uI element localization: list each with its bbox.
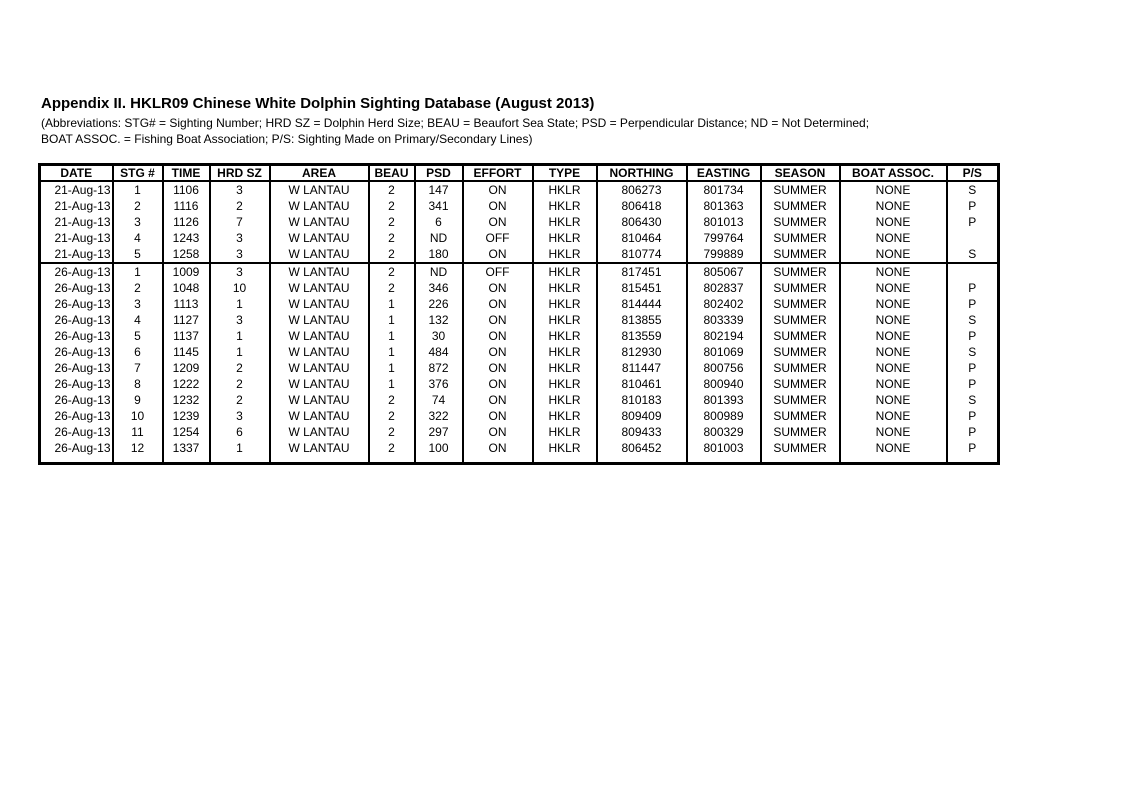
cell-herd-size: 3 [210, 246, 270, 263]
cell-northing: 806430 [597, 214, 687, 230]
cell-herd-size: 1 [210, 344, 270, 360]
cell-type: HKLR [533, 263, 597, 280]
cell-effort: ON [463, 424, 533, 440]
cell-northing: 810183 [597, 392, 687, 408]
cell-easting: 801069 [687, 344, 761, 360]
cell-stg: 4 [113, 230, 163, 246]
cell-time: 1337 [163, 440, 210, 456]
abbreviations-line-1: (Abbreviations: STG# = Sighting Number; HRD SZ = Dolphin Herd Size; BEAU = Beaufort Sea State; PSD = Perpendicular Distance; ND = Not Determined; [41, 116, 870, 130]
cell-season: SUMMER [761, 263, 840, 280]
cell-date: 26-Aug-13 [40, 296, 113, 312]
cell-area: W LANTAU [270, 230, 369, 246]
cell-northing: 810461 [597, 376, 687, 392]
cell-stg: 3 [113, 296, 163, 312]
cell-date: 26-Aug-13 [40, 280, 113, 296]
cell-psd: 341 [415, 198, 463, 214]
cell-season: SUMMER [761, 230, 840, 246]
cell-date: 26-Aug-13 [40, 392, 113, 408]
header-ps: P/S [947, 165, 999, 182]
cell-season: SUMMER [761, 408, 840, 424]
cell-season: SUMMER [761, 198, 840, 214]
cell-effort: ON [463, 392, 533, 408]
cell-stg: 4 [113, 312, 163, 328]
spacer-cell [947, 456, 999, 464]
cell-herd-size: 2 [210, 376, 270, 392]
header-herd-size: HRD SZ [210, 165, 270, 182]
header-effort: EFFORT [463, 165, 533, 182]
cell-season: SUMMER [761, 214, 840, 230]
cell-season: SUMMER [761, 246, 840, 263]
cell-beau: 1 [369, 344, 415, 360]
sighting-table [38, 163, 1000, 465]
cell-boat-assoc: NONE [840, 230, 947, 246]
header-stg: STG # [113, 165, 163, 182]
cell-area: W LANTAU [270, 376, 369, 392]
cell-date: 26-Aug-13 [40, 328, 113, 344]
spacer-cell [761, 456, 840, 464]
cell-beau: 1 [369, 328, 415, 344]
header-type: TYPE [533, 165, 597, 182]
cell-area: W LANTAU [270, 280, 369, 296]
cell-area: W LANTAU [270, 181, 369, 198]
cell-boat-assoc: NONE [840, 198, 947, 214]
cell-area: W LANTAU [270, 440, 369, 456]
cell-boat-assoc: NONE [840, 181, 947, 198]
cell-ps: P [947, 296, 999, 312]
cell-effort: ON [463, 246, 533, 263]
cell-type: HKLR [533, 312, 597, 328]
cell-date: 21-Aug-13 [40, 246, 113, 263]
cell-northing: 810774 [597, 246, 687, 263]
cell-stg: 1 [113, 181, 163, 198]
cell-stg: 9 [113, 392, 163, 408]
cell-area: W LANTAU [270, 198, 369, 214]
cell-effort: ON [463, 181, 533, 198]
cell-type: HKLR [533, 344, 597, 360]
cell-date: 26-Aug-13 [40, 408, 113, 424]
cell-psd: ND [415, 230, 463, 246]
cell-stg: 7 [113, 360, 163, 376]
cell-stg: 2 [113, 280, 163, 296]
cell-boat-assoc: NONE [840, 312, 947, 328]
cell-season: SUMMER [761, 296, 840, 312]
cell-type: HKLR [533, 328, 597, 344]
cell-time: 1048 [163, 280, 210, 296]
cell-northing: 813559 [597, 328, 687, 344]
cell-herd-size: 7 [210, 214, 270, 230]
cell-type: HKLR [533, 198, 597, 214]
cell-herd-size: 2 [210, 392, 270, 408]
table-row [40, 376, 999, 392]
cell-beau: 2 [369, 198, 415, 214]
cell-ps [947, 263, 999, 280]
header-boat-assoc: BOAT ASSOC. [840, 165, 947, 182]
cell-area: W LANTAU [270, 246, 369, 263]
cell-time: 1145 [163, 344, 210, 360]
cell-time: 1209 [163, 360, 210, 376]
cell-date: 21-Aug-13 [40, 198, 113, 214]
cell-ps: P [947, 280, 999, 296]
cell-ps: P [947, 198, 999, 214]
cell-psd: 322 [415, 408, 463, 424]
cell-season: SUMMER [761, 440, 840, 456]
cell-easting: 803339 [687, 312, 761, 328]
cell-herd-size: 3 [210, 230, 270, 246]
cell-date: 26-Aug-13 [40, 344, 113, 360]
cell-season: SUMMER [761, 181, 840, 198]
cell-time: 1243 [163, 230, 210, 246]
cell-effort: ON [463, 360, 533, 376]
cell-herd-size: 3 [210, 181, 270, 198]
cell-season: SUMMER [761, 344, 840, 360]
abbreviations-line-2: BOAT ASSOC. = Fishing Boat Association; P/S: Sighting Made on Primary/Secondary Lines) [41, 132, 533, 146]
cell-area: W LANTAU [270, 360, 369, 376]
table-row [40, 280, 999, 296]
table-row [40, 246, 999, 263]
cell-beau: 1 [369, 376, 415, 392]
table-row [40, 181, 999, 198]
table-row [40, 360, 999, 376]
cell-date: 26-Aug-13 [40, 360, 113, 376]
table-row [40, 263, 999, 280]
cell-ps [947, 230, 999, 246]
cell-beau: 2 [369, 246, 415, 263]
cell-season: SUMMER [761, 376, 840, 392]
cell-herd-size: 2 [210, 360, 270, 376]
cell-ps: P [947, 376, 999, 392]
table-row [40, 424, 999, 440]
table-row [40, 214, 999, 230]
cell-type: HKLR [533, 360, 597, 376]
header-beau: BEAU [369, 165, 415, 182]
cell-ps: S [947, 392, 999, 408]
cell-boat-assoc: NONE [840, 214, 947, 230]
cell-time: 1009 [163, 263, 210, 280]
cell-area: W LANTAU [270, 214, 369, 230]
cell-date: 21-Aug-13 [40, 214, 113, 230]
cell-beau: 1 [369, 360, 415, 376]
table-row [40, 440, 999, 456]
cell-season: SUMMER [761, 312, 840, 328]
cell-herd-size: 3 [210, 408, 270, 424]
cell-beau: 2 [369, 214, 415, 230]
cell-date: 21-Aug-13 [40, 181, 113, 198]
cell-boat-assoc: NONE [840, 246, 947, 263]
cell-herd-size: 6 [210, 424, 270, 440]
cell-date: 26-Aug-13 [40, 312, 113, 328]
cell-ps: S [947, 312, 999, 328]
cell-type: HKLR [533, 376, 597, 392]
cell-boat-assoc: NONE [840, 344, 947, 360]
cell-boat-assoc: NONE [840, 360, 947, 376]
cell-easting: 800756 [687, 360, 761, 376]
cell-stg: 3 [113, 214, 163, 230]
cell-time: 1106 [163, 181, 210, 198]
cell-psd: 376 [415, 376, 463, 392]
cell-effort: ON [463, 296, 533, 312]
cell-easting: 800329 [687, 424, 761, 440]
cell-easting: 802194 [687, 328, 761, 344]
cell-area: W LANTAU [270, 424, 369, 440]
cell-northing: 811447 [597, 360, 687, 376]
cell-season: SUMMER [761, 424, 840, 440]
header-easting: EASTING [687, 165, 761, 182]
cell-ps: P [947, 408, 999, 424]
cell-boat-assoc: NONE [840, 440, 947, 456]
cell-boat-assoc: NONE [840, 328, 947, 344]
cell-date: 26-Aug-13 [40, 424, 113, 440]
spacer-cell [163, 456, 210, 464]
cell-beau: 2 [369, 230, 415, 246]
cell-area: W LANTAU [270, 263, 369, 280]
cell-type: HKLR [533, 214, 597, 230]
cell-boat-assoc: NONE [840, 376, 947, 392]
cell-effort: ON [463, 214, 533, 230]
cell-easting: 801003 [687, 440, 761, 456]
table-row [40, 312, 999, 328]
spacer-cell [687, 456, 761, 464]
cell-northing: 810464 [597, 230, 687, 246]
cell-ps: P [947, 214, 999, 230]
cell-northing: 812930 [597, 344, 687, 360]
spacer-cell [369, 456, 415, 464]
table-row [40, 344, 999, 360]
table-header-row [40, 165, 999, 182]
cell-easting: 802402 [687, 296, 761, 312]
cell-type: HKLR [533, 246, 597, 263]
cell-herd-size: 3 [210, 312, 270, 328]
cell-type: HKLR [533, 440, 597, 456]
cell-northing: 814444 [597, 296, 687, 312]
cell-time: 1116 [163, 198, 210, 214]
cell-type: HKLR [533, 424, 597, 440]
table-bottom-spacer [40, 456, 999, 464]
cell-effort: ON [463, 198, 533, 214]
cell-effort: OFF [463, 263, 533, 280]
cell-psd: 180 [415, 246, 463, 263]
cell-area: W LANTAU [270, 328, 369, 344]
cell-northing: 815451 [597, 280, 687, 296]
cell-effort: ON [463, 440, 533, 456]
cell-psd: 100 [415, 440, 463, 456]
cell-effort: OFF [463, 230, 533, 246]
cell-herd-size: 1 [210, 440, 270, 456]
table-row [40, 230, 999, 246]
cell-area: W LANTAU [270, 392, 369, 408]
cell-season: SUMMER [761, 360, 840, 376]
cell-time: 1254 [163, 424, 210, 440]
cell-date: 26-Aug-13 [40, 376, 113, 392]
table-body [40, 181, 999, 464]
spacer-cell [597, 456, 687, 464]
cell-season: SUMMER [761, 392, 840, 408]
cell-easting: 800989 [687, 408, 761, 424]
cell-type: HKLR [533, 181, 597, 198]
cell-stg: 11 [113, 424, 163, 440]
spacer-cell [840, 456, 947, 464]
cell-northing: 817451 [597, 263, 687, 280]
cell-boat-assoc: NONE [840, 424, 947, 440]
cell-easting: 799764 [687, 230, 761, 246]
cell-psd: ND [415, 263, 463, 280]
cell-psd: 74 [415, 392, 463, 408]
header-season: SEASON [761, 165, 840, 182]
cell-herd-size: 1 [210, 296, 270, 312]
cell-psd: 6 [415, 214, 463, 230]
table-row [40, 392, 999, 408]
cell-beau: 2 [369, 392, 415, 408]
cell-stg: 2 [113, 198, 163, 214]
cell-beau: 2 [369, 424, 415, 440]
cell-psd: 297 [415, 424, 463, 440]
cell-ps: P [947, 360, 999, 376]
cell-stg: 1 [113, 263, 163, 280]
cell-time: 1126 [163, 214, 210, 230]
header-psd: PSD [415, 165, 463, 182]
cell-ps: P [947, 424, 999, 440]
cell-effort: ON [463, 328, 533, 344]
cell-date: 21-Aug-13 [40, 230, 113, 246]
cell-time: 1258 [163, 246, 210, 263]
cell-area: W LANTAU [270, 296, 369, 312]
cell-psd: 226 [415, 296, 463, 312]
cell-boat-assoc: NONE [840, 392, 947, 408]
spacer-cell [210, 456, 270, 464]
cell-psd: 132 [415, 312, 463, 328]
cell-type: HKLR [533, 296, 597, 312]
cell-time: 1113 [163, 296, 210, 312]
cell-boat-assoc: NONE [840, 296, 947, 312]
cell-herd-size: 1 [210, 328, 270, 344]
header-northing: NORTHING [597, 165, 687, 182]
cell-season: SUMMER [761, 328, 840, 344]
header-area: AREA [270, 165, 369, 182]
spacer-cell [40, 456, 113, 464]
spacer-cell [113, 456, 163, 464]
table-row [40, 198, 999, 214]
cell-area: W LANTAU [270, 408, 369, 424]
spacer-cell [415, 456, 463, 464]
cell-northing: 806418 [597, 198, 687, 214]
cell-stg: 8 [113, 376, 163, 392]
cell-psd: 484 [415, 344, 463, 360]
spacer-cell [270, 456, 369, 464]
cell-northing: 809433 [597, 424, 687, 440]
cell-stg: 12 [113, 440, 163, 456]
cell-herd-size: 2 [210, 198, 270, 214]
cell-type: HKLR [533, 392, 597, 408]
cell-herd-size: 3 [210, 263, 270, 280]
cell-northing: 806452 [597, 440, 687, 456]
header-date: DATE [40, 165, 113, 182]
cell-easting: 801013 [687, 214, 761, 230]
cell-northing: 806273 [597, 181, 687, 198]
cell-ps: S [947, 344, 999, 360]
cell-beau: 2 [369, 408, 415, 424]
cell-easting: 801393 [687, 392, 761, 408]
cell-northing: 813855 [597, 312, 687, 328]
cell-easting: 802837 [687, 280, 761, 296]
cell-ps: S [947, 181, 999, 198]
cell-type: HKLR [533, 280, 597, 296]
cell-effort: ON [463, 280, 533, 296]
cell-type: HKLR [533, 230, 597, 246]
cell-ps: P [947, 440, 999, 456]
cell-easting: 801734 [687, 181, 761, 198]
cell-effort: ON [463, 344, 533, 360]
cell-ps: S [947, 246, 999, 263]
cell-psd: 147 [415, 181, 463, 198]
cell-stg: 5 [113, 328, 163, 344]
cell-boat-assoc: NONE [840, 280, 947, 296]
cell-beau: 2 [369, 263, 415, 280]
cell-easting: 801363 [687, 198, 761, 214]
cell-psd: 346 [415, 280, 463, 296]
table-row [40, 296, 999, 312]
cell-beau: 2 [369, 181, 415, 198]
cell-season: SUMMER [761, 280, 840, 296]
cell-easting: 799889 [687, 246, 761, 263]
cell-psd: 872 [415, 360, 463, 376]
cell-date: 26-Aug-13 [40, 440, 113, 456]
cell-effort: ON [463, 408, 533, 424]
abbreviations-note [41, 115, 941, 147]
cell-time: 1222 [163, 376, 210, 392]
cell-stg: 5 [113, 246, 163, 263]
cell-effort: ON [463, 376, 533, 392]
cell-effort: ON [463, 312, 533, 328]
cell-ps: P [947, 328, 999, 344]
cell-beau: 2 [369, 280, 415, 296]
cell-time: 1239 [163, 408, 210, 424]
cell-area: W LANTAU [270, 312, 369, 328]
table-row [40, 408, 999, 424]
page-title: Appendix II. HKLR09 Chinese White Dolphin Sighting Database (August 2013) [41, 95, 595, 112]
cell-time: 1127 [163, 312, 210, 328]
cell-beau: 1 [369, 296, 415, 312]
cell-easting: 800940 [687, 376, 761, 392]
header-time: TIME [163, 165, 210, 182]
spacer-cell [533, 456, 597, 464]
cell-boat-assoc: NONE [840, 408, 947, 424]
cell-stg: 6 [113, 344, 163, 360]
cell-boat-assoc: NONE [840, 263, 947, 280]
cell-beau: 1 [369, 312, 415, 328]
cell-easting: 805067 [687, 263, 761, 280]
cell-northing: 809409 [597, 408, 687, 424]
cell-type: HKLR [533, 408, 597, 424]
cell-time: 1137 [163, 328, 210, 344]
spacer-cell [463, 456, 533, 464]
cell-beau: 2 [369, 440, 415, 456]
table-row [40, 328, 999, 344]
cell-stg: 10 [113, 408, 163, 424]
cell-psd: 30 [415, 328, 463, 344]
cell-date: 26-Aug-13 [40, 263, 113, 280]
cell-time: 1232 [163, 392, 210, 408]
cell-area: W LANTAU [270, 344, 369, 360]
cell-herd-size: 10 [210, 280, 270, 296]
